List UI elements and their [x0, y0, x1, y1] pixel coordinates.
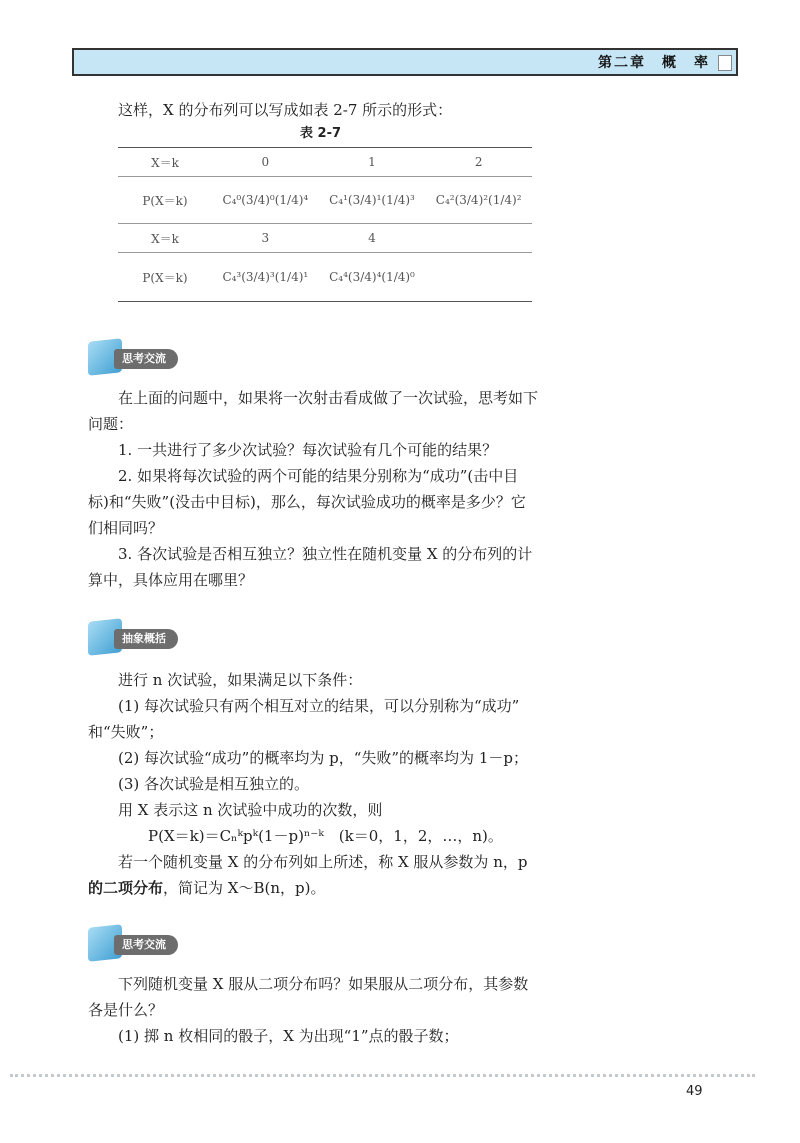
paragraph-line: 若一个随机变量 X 的分布列如上所述，称 X 服从参数为 n，p: [118, 853, 528, 871]
paragraph-line: 1. 一共进行了多少次试验？每次试验有几个可能的结果？: [118, 441, 498, 459]
table-cell: 3: [212, 224, 319, 253]
table-cell: X＝k: [118, 148, 212, 177]
chapter-title: 第二章 概 率: [598, 55, 710, 71]
abstract-summary-badge: [88, 620, 200, 656]
bold-term: 的二项分布: [88, 879, 164, 897]
footer-dotted-rule: [10, 1074, 755, 1077]
paragraph-line: [88, 876, 325, 900]
table-cell: P(X＝k): [118, 253, 212, 302]
paragraph-line: 下列随机变量 X 服从二项分布吗？如果服从二项分布，其参数: [118, 975, 529, 993]
paragraph-line: (1) 掷 n 枚相同的骰子，X 为出现“1”点的骰子数；: [118, 1027, 459, 1045]
inline-text: ，简记为 X～B(n，p)。: [163, 879, 326, 897]
table-cell: 0: [212, 148, 319, 177]
table-cell: C₄⁴(3/4)⁴(1/4)⁰: [319, 253, 426, 302]
table-cell: [425, 224, 532, 253]
paragraph-line: 算中，具体应用在哪里？: [88, 571, 254, 589]
paragraph-line: 们相同吗？: [88, 519, 164, 537]
page-number: 49: [686, 1084, 703, 1099]
paragraph-line: (2) 每次试验“成功”的概率均为 p，“失败”的概率均为 1－p；: [118, 749, 528, 767]
table-caption: 表 2-7: [300, 126, 342, 141]
table-cell: [425, 253, 532, 302]
paragraph-line: 在上面的问题中，如果将一次射击看成做了一次试验，思考如下: [118, 389, 539, 407]
paragraph-line: 进行 n 次试验，如果满足以下条件：: [118, 671, 363, 689]
table-cell: C₄¹(3/4)¹(1/4)³: [319, 177, 426, 224]
paragraph-line: 标)和“失败”(没击中目标)，那么，每次试验成功的概率是多少？它: [88, 493, 526, 511]
formula-line: P(X＝k)＝Cₙᵏpᵏ(1－p)ⁿ⁻ᵏ (k＝0，1，2，…，n)。: [148, 827, 503, 845]
table-cell: X＝k: [118, 224, 212, 253]
chapter-header: [72, 48, 738, 76]
badge-label: 思考交流: [114, 935, 178, 955]
table-cell: C₄³(3/4)³(1/4)¹: [212, 253, 319, 302]
paragraph-line: (3) 各次试验是相互独立的。: [118, 775, 310, 793]
table-cell: P(X＝k): [118, 177, 212, 224]
table-cell: C₄⁰(3/4)⁰(1/4)⁴: [212, 177, 319, 224]
header-corner-box: [718, 55, 732, 71]
table-cell: 2: [425, 148, 532, 177]
paragraph-line: 各是什么？: [88, 1001, 164, 1019]
paragraph-line: 用 X 表示这 n 次试验中成功的次数，则: [118, 801, 383, 819]
badge-label: 思考交流: [114, 349, 178, 369]
badge-label: 抽象概括: [114, 629, 178, 649]
table-cell: 4: [319, 224, 426, 253]
think-discuss-badge: [88, 926, 200, 962]
think-discuss-badge: [88, 340, 200, 376]
table-cell: C₄²(3/4)²(1/4)²: [425, 177, 532, 224]
paragraph-line: 和“失败”；: [88, 723, 164, 741]
paragraph-line: 3. 各次试验是否相互独立？独立性在随机变量 X 的分布列的计: [118, 545, 533, 563]
intro-text: 这样，X 的分布列可以写成如表 2-7 所示的形式：: [118, 101, 453, 119]
paragraph-line: 问题：: [88, 415, 134, 433]
distribution-table: [118, 147, 532, 302]
table-cell: 1: [319, 148, 426, 177]
paragraph-line: 2. 如果将每次试验的两个可能的结果分别称为“成功”(击中目: [118, 467, 519, 485]
paragraph-line: (1) 每次试验只有两个相互对立的结果，可以分别称为“成功”: [118, 697, 520, 715]
